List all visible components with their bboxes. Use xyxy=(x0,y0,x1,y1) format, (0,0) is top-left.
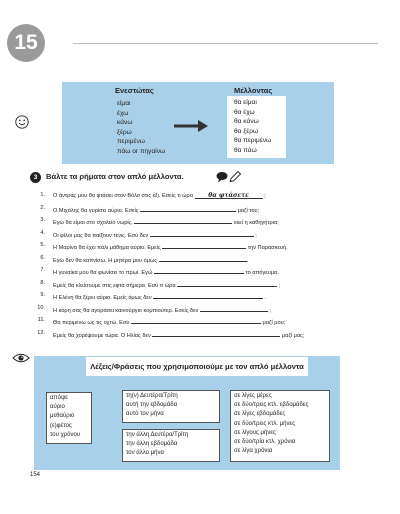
exercise-item xyxy=(0,253,400,265)
answer-blank[interactable] xyxy=(152,330,280,337)
answer-blank[interactable] xyxy=(131,317,261,324)
item-number: 5. xyxy=(40,242,45,248)
expression-item: σε λίγους μήνες xyxy=(234,429,276,436)
exercise-item xyxy=(0,265,400,277)
expression-item: σε δύο/τρία κτλ. χρόνια xyxy=(234,439,296,446)
page-number: 154 xyxy=(30,472,41,478)
future-item: θα έχω xyxy=(234,108,255,116)
present-header: Ενεστώτας xyxy=(115,86,154,95)
present-item: κάνω xyxy=(117,119,133,127)
answer-blank[interactable] xyxy=(154,267,244,274)
item-ending: . xyxy=(246,257,249,264)
item-text: Ο άντρας μου θα φτάσει στον Βόλο στις έξι. Εσείς τι ώρα xyxy=(53,193,193,199)
arrow-right-icon xyxy=(174,120,208,132)
expression-item: αυτή την εβδομάδα xyxy=(126,402,178,409)
future-header: Μέλλοντας xyxy=(234,86,273,95)
tense-table xyxy=(62,82,334,164)
present-item: είμαι xyxy=(117,100,131,107)
exercise-item xyxy=(0,303,400,315)
item-number: 1. xyxy=(40,192,45,198)
item-number: 10. xyxy=(37,304,45,311)
expression-item: την άλλη εβδομάδα xyxy=(126,441,178,448)
future-item: θα περιμένω xyxy=(234,137,272,145)
item-ending: μαζί του; xyxy=(237,207,260,214)
eye-icon xyxy=(12,353,30,363)
expressions-box xyxy=(34,356,340,470)
future-item: θα κάνω xyxy=(234,118,259,126)
answer-blank[interactable] xyxy=(153,292,263,299)
expression-item: αύριο xyxy=(50,404,65,411)
future-list xyxy=(227,96,286,158)
item-text: Η γυναίκα μου θα φωνίσει το πρωί. Εγώ xyxy=(53,270,153,276)
item-ending: μαζί μας; xyxy=(281,332,305,339)
filled-answer: θα φτάσετε xyxy=(208,192,249,199)
exercise-item xyxy=(0,228,400,240)
exercise-item xyxy=(0,215,400,227)
expressions-column-3 xyxy=(230,390,330,462)
future-item: θα πάω xyxy=(234,146,257,154)
answer-blank[interactable] xyxy=(200,305,268,312)
item-number: 8. xyxy=(40,279,45,286)
future-item: θα είμαι xyxy=(234,99,257,106)
present-item: περιμένω xyxy=(117,138,145,146)
item-ending: ; xyxy=(264,193,266,199)
exercise-item xyxy=(0,190,400,202)
expression-item: σε λίγες μέρες xyxy=(234,393,272,399)
expression-item: σε δύο/τρεις κτλ. εβδομάδες xyxy=(234,402,309,409)
answer-blank[interactable] xyxy=(159,255,247,262)
item-text: Η κόρη σας θα αγοράσει καινούργιο κομπιούτερ. Εσείς δεν xyxy=(53,307,199,314)
expression-item: τον άλλο μήνα xyxy=(126,450,164,457)
answer-blank[interactable] xyxy=(134,217,232,224)
expression-item: τη(ν) Δευτέρα/Τρίτη xyxy=(126,393,178,399)
item-ending: την Παρασκευή. xyxy=(247,245,288,251)
future-item: θα ξέρω xyxy=(234,127,259,135)
exercise-item xyxy=(0,328,400,340)
answer-blank[interactable] xyxy=(150,230,254,237)
exercise-title: Βάλτε τα ρήματα στον απλό μέλλοντα. xyxy=(46,172,184,181)
item-text: Η Ελένη θα ξέρει αύριο. Εμείς όμως δεν xyxy=(53,295,152,301)
item-number: 7. xyxy=(40,267,45,273)
answer-blank[interactable] xyxy=(140,205,236,212)
item-ending: μαζί μου; xyxy=(262,320,286,326)
exercise-item xyxy=(0,290,400,302)
item-ending: . xyxy=(264,295,267,301)
item-text: Η Μαρίνα θα έχει πάλι μάθημα αύριο. Εμείς xyxy=(53,245,161,251)
expressions-column-2a xyxy=(122,390,220,423)
expression-item: σε λίγες εβδομάδες xyxy=(234,411,286,418)
expressions-column-2b xyxy=(122,429,220,462)
item-text: Εγώ θα είμαι στο σχολείο νωρίς. xyxy=(53,220,133,226)
expression-item: απόψε xyxy=(50,395,68,401)
item-text: Θα περιμένω ως τις οχτώ. Εσύ xyxy=(53,320,130,326)
header-rule xyxy=(73,43,378,44)
exercise-item xyxy=(0,315,400,327)
exercise-item xyxy=(0,240,400,252)
item-number: 6. xyxy=(40,254,45,261)
item-text: Ο Μιχάλης θα γυρίσει αύριο. Εσείς xyxy=(53,207,139,214)
expressions-column-1 xyxy=(46,392,92,444)
item-number: 11. xyxy=(37,317,45,323)
expression-item: σε δύο/τρεις κτλ. μήνες xyxy=(234,420,296,427)
pencil-icon xyxy=(230,172,241,182)
item-ending: ; xyxy=(278,282,281,289)
answer-blank[interactable] xyxy=(195,192,263,199)
exercise-item xyxy=(0,278,400,290)
expression-item: αυτό τον μήνα xyxy=(126,411,164,418)
item-ending: το απόγευμα. xyxy=(245,270,279,276)
expression-item: (ε)φέτος xyxy=(50,422,72,429)
item-ending: ; xyxy=(269,307,272,314)
speech-bubble-icon xyxy=(216,171,242,183)
item-number: 2. xyxy=(40,204,45,211)
item-text: Οι φίλοι μας θα παίξουν τένις. Εσύ δεν xyxy=(53,232,149,239)
present-item: έχω xyxy=(117,109,129,117)
expression-item: του χρόνου xyxy=(50,431,81,438)
item-ending: ; xyxy=(255,232,257,239)
expression-item: την άλλη Δευτέρα/Τρίτη xyxy=(126,432,189,438)
item-number: 12. xyxy=(37,329,45,336)
present-item: ξέρω xyxy=(117,128,132,136)
item-number: 9. xyxy=(40,292,45,298)
answer-blank[interactable] xyxy=(162,242,246,249)
item-text: Εμείς θα χορέψουμε τώρα. Ο Ηλίας δεν xyxy=(53,332,151,339)
item-text: Εμείς θα κλείσουμε στις εφτά σήμερα. Εσύ τι ώρα xyxy=(53,282,176,289)
smiley-icon xyxy=(15,115,29,129)
expressions-title: Λέξεις/Φράσεις που χρησιμοποιούμε με τον απλό μέλλοντα xyxy=(86,357,308,376)
expression-item: μεθαύριο xyxy=(50,413,75,420)
exercise-item xyxy=(0,203,400,215)
exercise-number: 3 xyxy=(30,172,41,183)
item-text: Εγώ δεν θα καπνίσω. Η μητέρα μου όμως xyxy=(53,257,158,264)
answer-blank[interactable] xyxy=(177,280,277,287)
item-number: 3. xyxy=(40,217,45,223)
item-ending: εκεί η καθηγήτρια; xyxy=(234,220,279,226)
item-number: 4. xyxy=(40,229,45,236)
unit-number-badge: 15 xyxy=(7,24,45,62)
expression-item: σε λίγα χρόνια xyxy=(234,448,273,455)
present-item: πάω or πηγαίνω xyxy=(117,147,166,155)
present-list xyxy=(117,99,165,157)
